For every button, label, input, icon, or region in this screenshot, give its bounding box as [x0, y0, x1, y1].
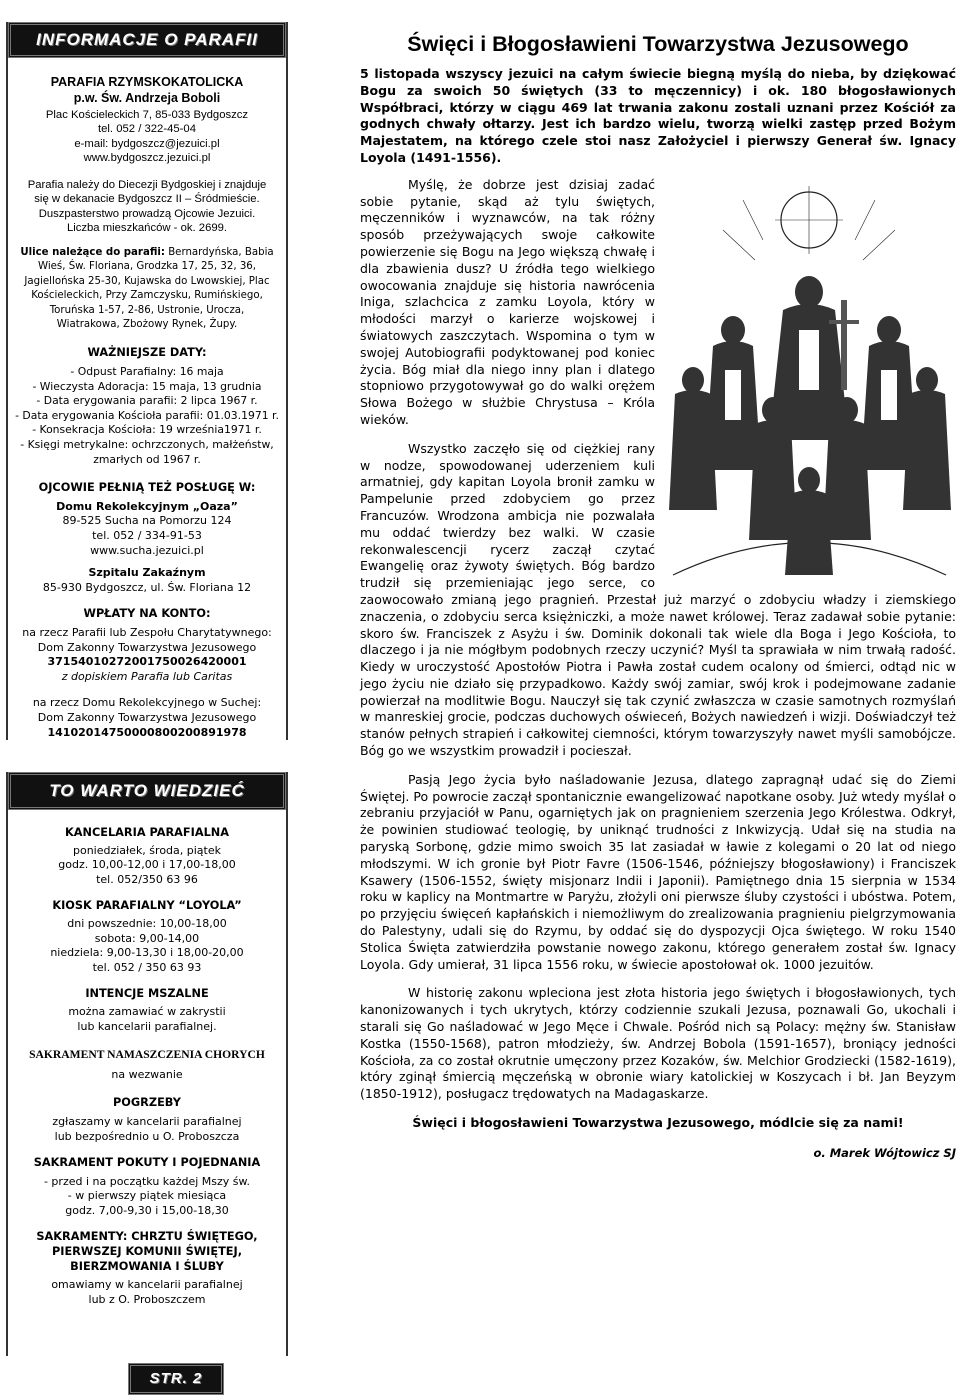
page-number: STR. 2: [128, 1363, 224, 1395]
namaszczenie-heading: SAKRAMENT NAMASZCZENIA CHORYCH: [29, 1048, 265, 1062]
kancelaria-hours: poniedziałek, środa, piątek godz. 10,00-12,00 i 17,00-18,00 tel. 052/350 63 96: [58, 843, 236, 886]
pogrzeby-info: zgłaszamy w kancelarii parafialnej lub bezpośrednio u O. Proboszcza: [52, 1114, 242, 1143]
intencje-info: można zamawiać w zakrystii lub kancelarii parafialnej.: [68, 1004, 226, 1033]
kancelaria-heading: KANCELARIA PARAFIALNA: [65, 826, 229, 839]
article: [360, 32, 956, 1171]
account-1: na rzecz Parafii lub Zespołu Charytatywnego: Dom Zakonny Towarzystwa Jezusowego 37154010272001750026420001 z dopiskiem Parafia lub Caritas: [22, 625, 272, 683]
paragraph-4: W historię zakonu wpleciona jest złota historia jego świętych i błogosławionych, tych kanonizowanych i tych ukrytych, którzy codziennie szukali Jezusa, poznawali Go, ukochali i starali się Go naśladować w Jego Męce i Chwale. Pośród nich są Polacy: mężny św. Stanisław Kostka (1550-1568), patron młodzieży, św. Andrzej Bobola (1591-1657), broniący jedności Kościoła, za co został okrutnie umęczony przez Kozaków, św. Melchior Grodziecki (1582-1619), który zginął śmiercią męczeńską w obronie wiary katolickiej w Koszycach i bł. Jan Beyzym (1850-1912), posługacz trędowatych na Madagaskarze.: [360, 985, 956, 1102]
sakramenty-heading: SAKRAMENTY: CHRZTU ŚWIĘTEGO, PIERWSZEJ KOMUNII ŚWIĘTEJ, BIERZMOWANIA I ŚLUBY: [36, 1230, 258, 1273]
oaza-info: Domu Rekolekcyjnym „Oaza” 89-525 Sucha na Pomorzu 124 tel. 052 / 334-91-53 www.sucha.jezuici.pl: [56, 499, 238, 557]
pokuty-heading: SAKRAMENT POKUTY I POJEDNANIA: [33, 1156, 261, 1170]
kiosk-hours: dni powszednie: 10,00-18,00 sobota: 9,00-14,00 niedziela: 9,00-13,30 i 18,00-20,00 tel. 052 / 350 63 93: [50, 916, 244, 974]
article-lead: 5 listopada wszyscy jezuici na całym świecie biegną myślą do nieba, by dziękować Bogu za swoich 50 świętych (33 to męczennicy) i ok. 180 błogosławionych Współbraci, którzy w ciągu 469 lat trwania zakonu zostali uznani przez Kościół za godnych chwały ołtarzy. Jest ich bardzo wielu, tworzą wielki zastęp przed Bożym Majestatem, na którego czele stoi nasz Założyciel i pierwszy Generał św. Ignacy Loyola (1491-1556).: [360, 66, 956, 165]
pogrzeby-heading: POGRZEBY: [113, 1096, 181, 1110]
account-2: na rzecz Domu Rekolekcyjnego w Suchej: Dom Zakonny Towarzystwa Jezusowego 14102014750000800200891978: [32, 696, 262, 739]
contact-block: Plac Kościeleckich 7, 85-033 Bydgoszcz tel. 052 / 322-45-04 e-mail: bydgoszcz@jezuici.pl www.bydgoszcz.jezuici.pl: [45, 109, 249, 165]
streets-list: Ulice należące do parafii: Bernardyńska, Babia Wieś, Św. Floriana, Grodzka 17, 25, 32, 36, Jagiellońska 25-30, Kujawska do Lwowskiej, Plac Kościeleckich, Przy Zamczysku, Rumińskiego, Toruńska 1-57, 2-86, Ustronie, Urocza, Wiatrakowa, Zbożowy Rynek, Żupy.: [20, 247, 274, 331]
closing-prayer: Święci i błogosławieni Towarzystwa Jezusowego, módlcie się za nami!: [412, 1115, 904, 1131]
jesuit-saints-illustration: [663, 180, 956, 578]
wplaty-heading: WPŁATY NA KONTO:: [83, 607, 211, 621]
parish-name: PARAFIA RZYMSKOKATOLICKA p.w. Św. Andrzeja Boboli: [50, 75, 244, 105]
sakramenty-info: omawiamy w kancelarii parafialnej lub z O. Proboszczem: [51, 1278, 243, 1306]
hospital-info: Szpitalu Zakaźnym 85-930 Bydgoszcz, ul. Św. Floriana 12: [42, 566, 252, 594]
oaza-www-link[interactable]: www.sucha.jezuici.pl: [90, 543, 204, 557]
paragraph-3: Pasją Jego życia było naśladowanie Jezusa, dlatego zapragnął udać się do Ziemi Świętej. Po powrocie zaczął spontanicznie ewangelizować napotkane osoby. Już wtedy myślał o zebraniu przyjaciół w Panu, ogarniętych jak on pragnieniem szerzenia Jego Królestwa. Odkrył, że powinien studiować teologię, by uniknąć trudności z Inkwizycją. Udał się na studia na paryską Sorbonę, gdzie mimo swoich 35 lat zasiadał w ławie z kolegami o 20 lat od niego młodszymi. W ich gronie był Piotr Favre (1506-1546, późniejszy błogosławiony) i Franciszek Ksawery (1506-1552, święty misjonarz Indii i Japonii). Pamiętnego dnia 15 sierpnia w 1534 roku w kaplicy na Montmartre w Paryżu, złożyli oni pierwsze śluby czystości i ubóstwa. Potem, po przyjęciu święceń kapłańskich i niemożliwym do zrealizowania pragnieniu pielgrzymowania do Palestyny, udali się do Rzymu, by oddać się do dyspozycji Ojca świętego. W roku 1540 Stolica Święta zatwierdziła powstanie nowego zakonu, którego generałem został św. Ignacy Loyola. Gdy umierał, 31 lipca 1556 roku, w świecie apostołował ok. 1000 jezuitów.: [360, 771, 956, 972]
intencje-heading: INTENCJE MSZALNE: [85, 987, 209, 1001]
article-title: Święci i Błogosławieni Towarzystwa Jezusowego: [407, 32, 909, 56]
paragraph-2: Wszystko zaczęło się od ciężkiej rany w nodze, spowodowanej uderzeniem kuli armatniej, gdy kapitan Loyola bronił zamku w Pampelunie przed zdobyciem go przez Francuzów. Wrodzona ambicja nie pozwalała mu oddać twierdzy bez walki. W czasie rekonwalescencji rycerz zaczął czytać Ewangelię oraz żywoty świętych. Bóg bardzo trudził się przemieniając jego serce, co zaowocowało zmianą jego pragnień. Przestał już marzyć o zdobyciu władzy i ziemskiego znaczenia, o zdobyciu serca księżniczki, a może nawet królowej. Teraz zadawał sobie pytanie: skoro św. Franciszek z Asyżu i św. Dominik dokonali tak wiele dla Boga i Jego Kościoła, to dlaczego i ja nie mógłbym podobnych rzeczy uczynić? Myśl ta sprawiała w nim trwałą radość. Kiedy w uroczystość Apostołów Piotra i Pawła został cudem ocalony od śmierci, odtąd nic w jego życiu nie działo się przypadkowo. Każdy swój zamiar, swój krok i podejmowane zadanie powierzał na modlitwie Bogu. Nauczył się tak czynić zwłaszcza w czasie samotnych rozmyślań w manreskiej grocie, podczas duchowych oświeceń, Bożych nawiedzeń i wizji. Doświadczył też stanów pełnych strapień i całkowitej ciemności, którym towarzyszyły nawet myśli samobójcze. Bóg go we wszystkim prowadził i pocieszał.: [360, 440, 956, 759]
parish-info-sidebar: [6, 22, 288, 1387]
warto-banner: TO WARTO WIEDZIEĆ: [8, 772, 286, 810]
info-banner: INFORMACJE O PARAFII: [8, 22, 286, 58]
parish-info-section: [6, 22, 288, 740]
diocese-info: Parafia należy do Diecezji Bydgoskiej i znajduje się w dekanacie Bydgoszcz II – Śródmieście. Duszpasterstwo prowadzą Ojcowie Jezuici. Liczba mieszkańców - ok. 2699.: [27, 178, 267, 235]
ojcowie-heading: OJCOWIE PEŁNIĄ TEŻ POSŁUGĘ W:: [38, 481, 256, 495]
dates-list: - Odpust Parafialny: 16 maja - Wieczysta Adoracja: 15 maja, 13 grudnia - Data erygowania parafii: 2 lipca 1967 r. - Data erygowania Kościoła parafii: 01.03.1971 r. - Konsekracja Kościoła: 19 września1971 r. - Księgi metrykalne: ochrzczonych, małżeństw, zmarłych od 1967 r.: [15, 365, 279, 466]
kiosk-heading: KIOSK PARAFIALNY “LOYOLA”: [52, 899, 242, 913]
email-link[interactable]: e-mail: bydgoszcz@jezuici.pl: [74, 137, 220, 150]
pokuty-info: - przed i na początku każdej Mszy św. - w pierwszy piątek miesiąca godz. 7,00-9,30 i 15,00-18,30: [43, 1174, 251, 1217]
namaszczenie-info: na wezwanie: [111, 1067, 183, 1081]
www-link[interactable]: www.bydgoszcz.jezuici.pl: [83, 152, 211, 165]
worth-knowing-section: [6, 772, 288, 1356]
dates-heading: WAŻNIEJSZE DATY:: [87, 346, 207, 360]
paragraph-1: Myślę, że dobrze jest dzisiaj zadać sobie pytanie, skąd aż tylu świętych, męczenników i wyznawców, na tak różny sposób przeżywających swoje całkowite powierzenie się Bogu na Jego większą chwałę i dla zbawienia dusz? U źródła tego wielkiego owocowania znajduje się historia nawrócenia Iniga, szlachcica z zamku Loyola, który w młodości marzył o karierze wojskowej i światowych zaszczytach. Wspomina o tym w swojej Autobiografii podyktowanej pod koniec życia. Bóg miał dla niego inny plan i dlatego stopniowo przygotowywał go do walki orężem Słowa Bożego w służbie Chrystusa – Króla wieków.: [360, 176, 655, 427]
signature: o. Marek Wójtowicz SJ: [813, 1145, 956, 1160]
